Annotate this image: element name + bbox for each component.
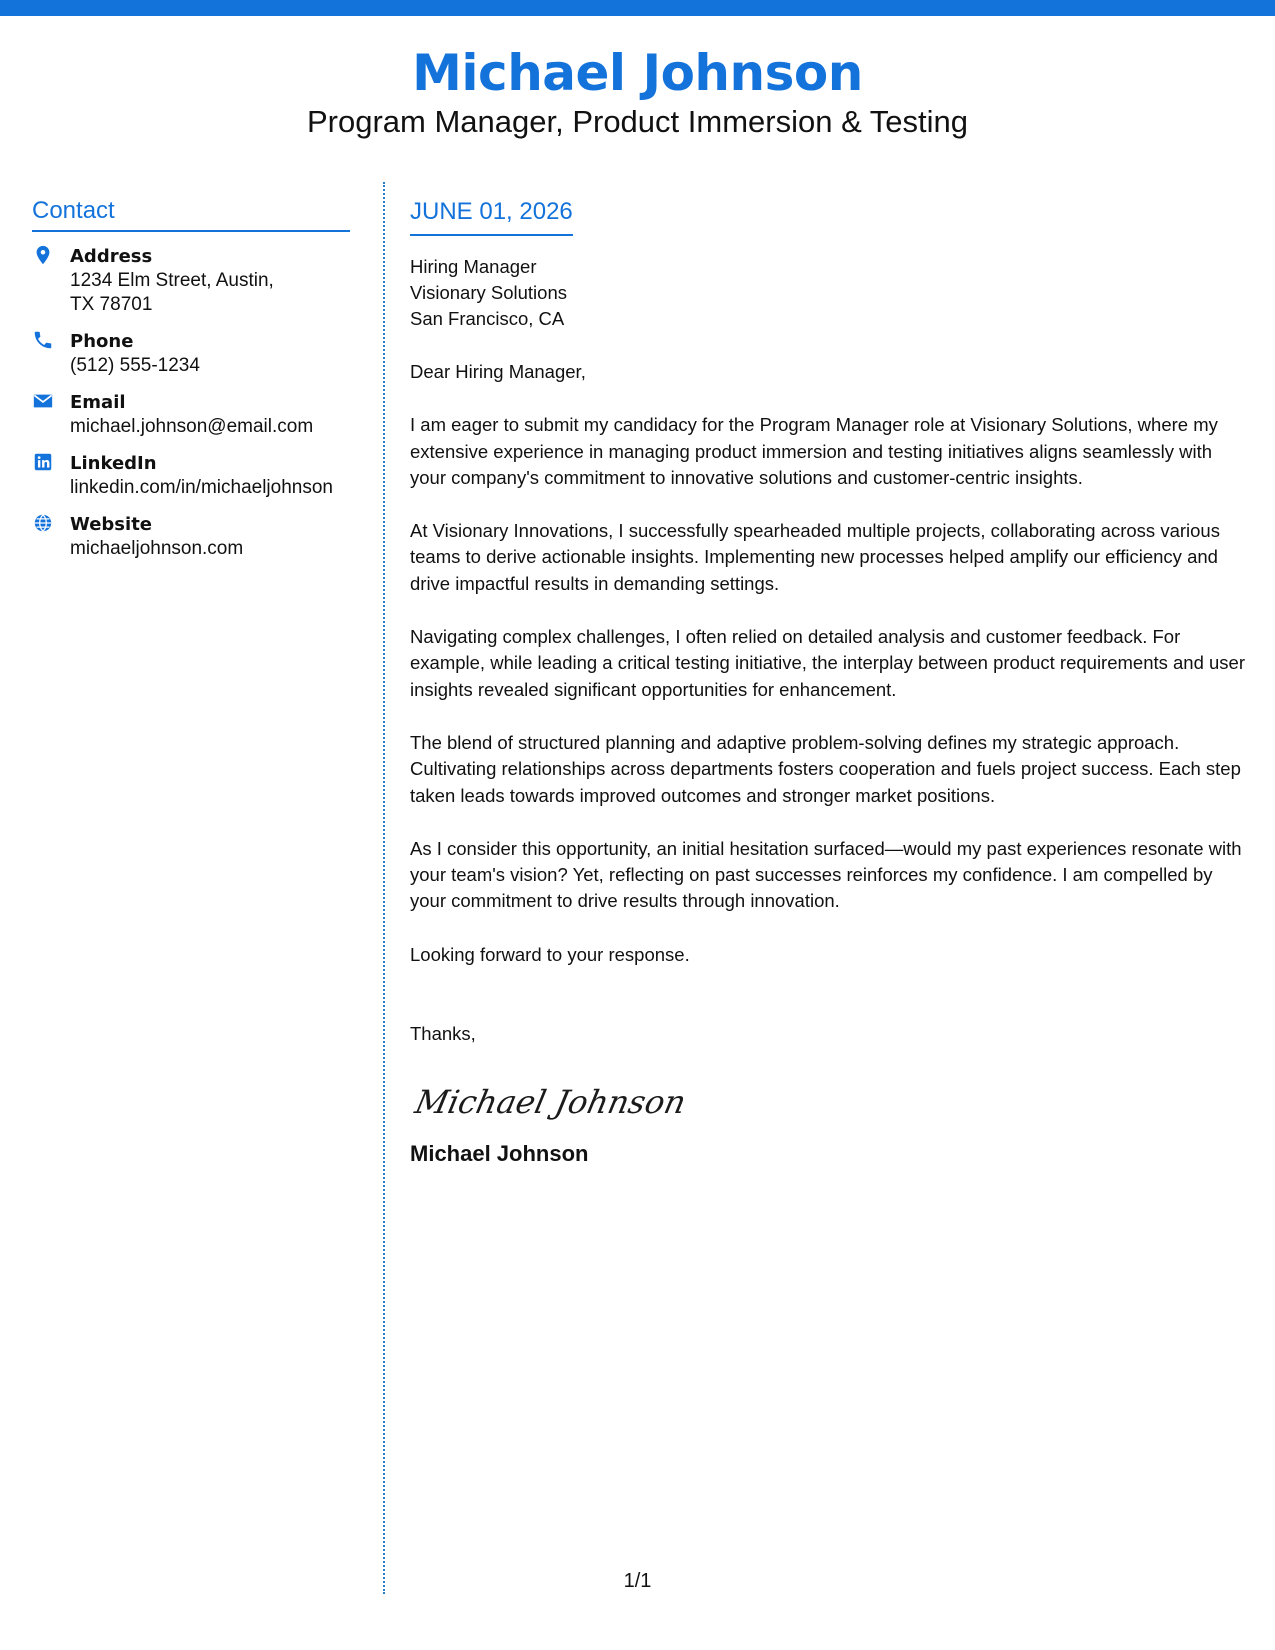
signoff: Thanks, xyxy=(410,1023,476,1045)
signed-name: Michael Johnson xyxy=(410,1141,589,1167)
contact-phone-text xyxy=(70,329,200,378)
contact-value: michaeljohnson.com xyxy=(70,538,244,559)
contact-label: Phone xyxy=(70,331,134,352)
contact-website-text xyxy=(70,512,243,561)
body-paragraph: At Visionary Innovations, I successfully spearheaded multiple projects, collaborating across various teams to derive actionable insights. Implementing new processes helped amplify our efficiency and drive impactful results in demanding settings. xyxy=(410,520,1220,594)
location-pin-icon xyxy=(32,244,54,266)
contact-label: Address xyxy=(70,246,153,267)
contact-email-text xyxy=(70,390,313,439)
contact-heading: Contact xyxy=(32,196,350,232)
applicant-title: Program Manager, Product Immersion & Testing xyxy=(306,104,969,139)
contact-label: Email xyxy=(70,392,126,413)
signature-image xyxy=(410,1073,690,1129)
recipient-line: San Francisco, CA xyxy=(410,308,565,329)
handwritten-signature xyxy=(410,1073,1245,1129)
top-accent-bar xyxy=(0,0,1275,16)
closing-line: Looking forward to your response. xyxy=(410,943,690,965)
contact-linkedin-text xyxy=(70,451,333,500)
contact-linkedin xyxy=(32,451,350,500)
letter-body xyxy=(410,196,1245,1169)
contact-label: Website xyxy=(70,514,153,535)
linkedin-icon xyxy=(32,451,54,473)
contact-value: 1234 Elm Street, Austin, TX 78701 xyxy=(70,270,274,315)
signature-script: Michael Johnson xyxy=(411,1083,690,1122)
recipient-line: Visionary Solutions xyxy=(410,282,567,303)
salutation: Dear Hiring Manager, xyxy=(410,361,586,382)
letter-header xyxy=(0,40,1275,142)
applicant-name: Michael Johnson xyxy=(412,44,863,102)
contact-list xyxy=(32,244,350,561)
contact-value: michael.johnson@email.com xyxy=(70,416,314,437)
contact-address xyxy=(32,244,350,317)
letter-date: JUNE 01, 2026 xyxy=(410,196,573,236)
body-paragraph: I am eager to submit my candidacy for the Program Manager role at Visionary Solutions, where my extensive experience in managing product immersion and testing initiatives aligns seamlessly with your company's commitment to innovative solutions and customer-centric insights. xyxy=(410,414,1218,488)
body-paragraph: The blend of structured planning and adaptive problem-solving defines my strategic approach. Cultivating relationships across departments fosters cooperation and fuels project success. Each step taken leads towards improved outcomes and stronger market positions. xyxy=(410,731,1241,806)
body-paragraph: As I consider this opportunity, an initial hesitation surfaced—would my past experiences resonate with your team's vision? Yet, reflecting on past successes reinforces my confidence. I am compelled by your commitment to drive results through innovation. xyxy=(410,837,1242,912)
contact-sidebar xyxy=(32,196,350,573)
recipient-block xyxy=(410,254,1245,332)
column-divider xyxy=(383,182,385,1594)
recipient-line: Hiring Manager xyxy=(410,256,537,277)
contact-value: (512) 555-1234 xyxy=(70,355,200,376)
phone-icon xyxy=(32,329,54,351)
contact-email xyxy=(32,390,350,439)
contact-value: linkedin.com/in/michaeljohnson xyxy=(70,477,333,498)
contact-address-text xyxy=(70,244,300,317)
contact-label: LinkedIn xyxy=(70,453,157,474)
envelope-icon xyxy=(32,390,54,412)
body-paragraph: Navigating complex challenges, I often relied on detailed analysis and customer feedback. For example, while leading a critical testing initiative, the interplay between product requirements and user insights revealed significant opportunities for enhancement. xyxy=(410,626,1246,700)
contact-website xyxy=(32,512,350,561)
contact-phone xyxy=(32,329,350,378)
globe-icon xyxy=(32,512,54,534)
page-number: 1/1 xyxy=(623,1570,652,1592)
